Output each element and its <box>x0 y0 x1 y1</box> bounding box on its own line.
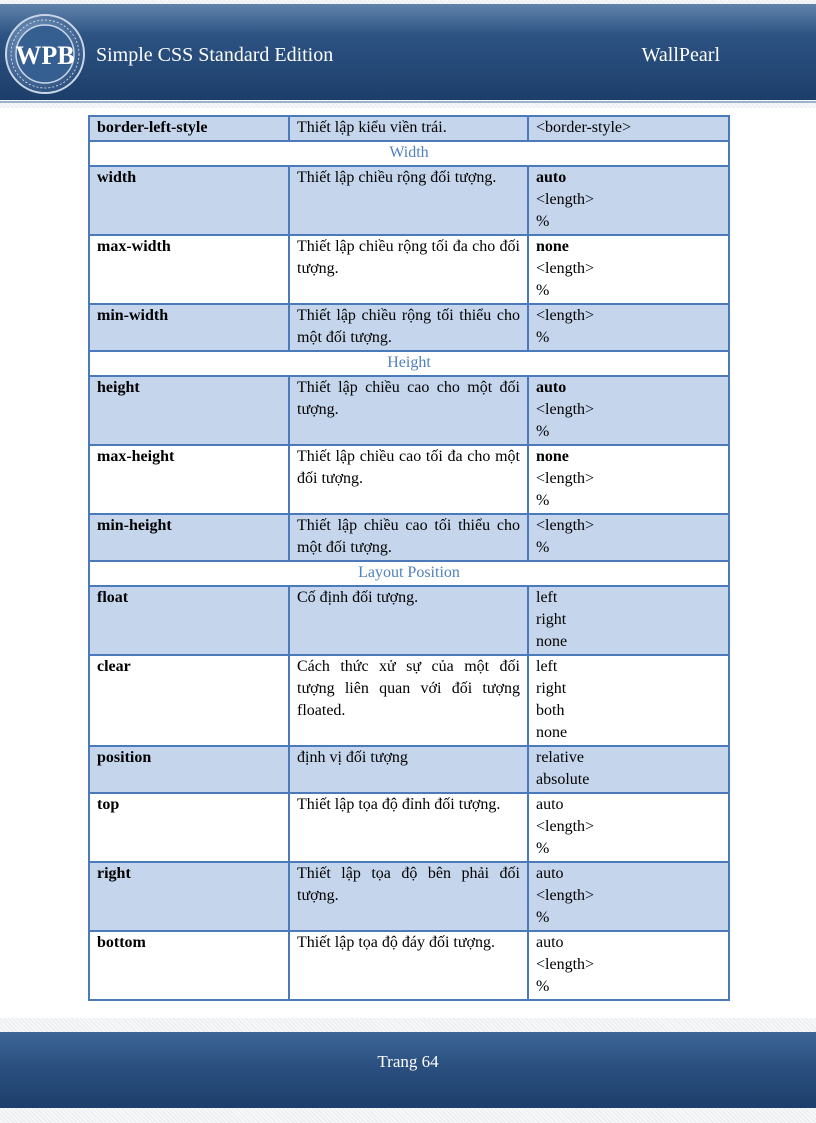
logo-monogram: WPB <box>15 41 75 70</box>
property-description: Thiết lập tọa độ bên phải đối tượng. <box>289 862 528 931</box>
property-value: % <box>536 329 550 346</box>
property-name: top <box>89 793 289 862</box>
property-value: auto <box>536 934 564 951</box>
property-value: none <box>536 724 568 741</box>
property-row <box>89 655 729 746</box>
property-row <box>89 793 729 862</box>
section-title: Layout Position <box>89 561 729 586</box>
property-row <box>89 376 729 445</box>
property-name: float <box>89 586 289 655</box>
property-value: % <box>536 539 550 556</box>
property-values <box>528 862 729 931</box>
property-row <box>89 586 729 655</box>
property-value: auto <box>536 169 567 186</box>
property-description: Cách thức xử sự của một đối tượng liên quan với đối tượng floated. <box>289 655 528 746</box>
property-description: Thiết lập chiều cao tối đa cho một đối tượng. <box>289 445 528 514</box>
property-values <box>528 445 729 514</box>
property-value: right <box>536 611 567 628</box>
property-values <box>528 655 729 746</box>
footer-band-bottom <box>0 1108 816 1123</box>
property-name: height <box>89 376 289 445</box>
property-description: Thiết lập chiều cao tối thiểu cho một đối tượng. <box>289 514 528 561</box>
property-description: Thiết lập chiều cao cho một đối tượng. <box>289 376 528 445</box>
section-header-row <box>89 561 729 586</box>
section-header-row <box>89 351 729 376</box>
section-title: Width <box>89 141 729 166</box>
page-number: Trang 64 <box>377 1052 439 1071</box>
property-value: relative <box>536 749 584 766</box>
property-value: <length> <box>536 260 595 277</box>
property-name: max-height <box>89 445 289 514</box>
property-row <box>89 445 729 514</box>
property-row <box>89 862 729 931</box>
property-value: none <box>536 448 569 465</box>
property-value: % <box>536 909 550 926</box>
header-divider <box>0 101 816 103</box>
property-name: width <box>89 166 289 235</box>
property-values <box>528 304 729 351</box>
property-values <box>528 931 729 1000</box>
property-row <box>89 235 729 304</box>
property-row <box>89 514 729 561</box>
footer-band-top <box>0 1018 816 1032</box>
property-values <box>528 793 729 862</box>
page-footer <box>0 1032 816 1108</box>
property-row <box>89 304 729 351</box>
property-values <box>528 235 729 304</box>
property-description: Thiết lập tọa độ đáy đối tượng. <box>289 931 528 1000</box>
property-name: position <box>89 746 289 793</box>
property-value: none <box>536 238 569 255</box>
property-name: min-width <box>89 304 289 351</box>
property-description: Thiết lập kiểu viền trái. <box>289 116 528 141</box>
property-value: % <box>536 423 550 440</box>
property-description: Thiết lập tọa độ đỉnh đối tượng. <box>289 793 528 862</box>
section-title: Height <box>89 351 729 376</box>
property-value: auto <box>536 379 567 396</box>
property-name: max-width <box>89 235 289 304</box>
property-value: <length> <box>536 887 595 904</box>
brand-name: WallPearl <box>641 44 720 66</box>
property-value: % <box>536 282 550 299</box>
property-row <box>89 166 729 235</box>
property-values <box>528 116 729 141</box>
property-value: absolute <box>536 771 590 788</box>
property-name: bottom <box>89 931 289 1000</box>
property-value: % <box>536 213 550 230</box>
document-title: Simple CSS Standard Edition <box>96 44 334 66</box>
header-shine <box>0 4 816 34</box>
property-description: Thiết lập chiều rộng đối tượng. <box>289 166 528 235</box>
property-values <box>528 746 729 793</box>
property-values <box>528 586 729 655</box>
property-values <box>528 514 729 561</box>
property-value: none <box>536 633 568 650</box>
property-row <box>89 746 729 793</box>
property-description: Cố định đối tượng. <box>289 586 528 655</box>
property-row <box>89 116 729 141</box>
property-values <box>528 166 729 235</box>
property-value: <border-style> <box>536 119 632 136</box>
property-value: both <box>536 702 565 719</box>
property-value: <length> <box>536 818 595 835</box>
property-value: <length> <box>536 191 595 208</box>
property-value: <length> <box>536 470 595 487</box>
property-description: Thiết lập chiều rộng tối thiểu cho một đối tượng. <box>289 304 528 351</box>
property-value: <length> <box>536 956 595 973</box>
property-description: định vị đối tượng <box>289 746 528 793</box>
wallpearl-logo-icon <box>4 13 86 95</box>
property-value: % <box>536 492 550 509</box>
property-name: right <box>89 862 289 931</box>
property-value: auto <box>536 865 564 882</box>
property-value: <length> <box>536 517 595 534</box>
property-name: clear <box>89 655 289 746</box>
property-description: Thiết lập chiều rộng tối đa cho đối tượng. <box>289 235 528 304</box>
property-value: % <box>536 978 550 995</box>
section-header-row <box>89 141 729 166</box>
css-properties-table <box>88 115 730 1001</box>
property-value: left <box>536 658 558 675</box>
property-value: <length> <box>536 401 595 418</box>
property-value: auto <box>536 796 564 813</box>
property-value: % <box>536 840 550 857</box>
property-row <box>89 931 729 1000</box>
property-values <box>528 376 729 445</box>
property-value: left <box>536 589 558 606</box>
property-name: min-height <box>89 514 289 561</box>
page-header <box>0 4 816 100</box>
property-value: <length> <box>536 307 595 324</box>
property-value: right <box>536 680 567 697</box>
property-name: border-left-style <box>89 116 289 141</box>
